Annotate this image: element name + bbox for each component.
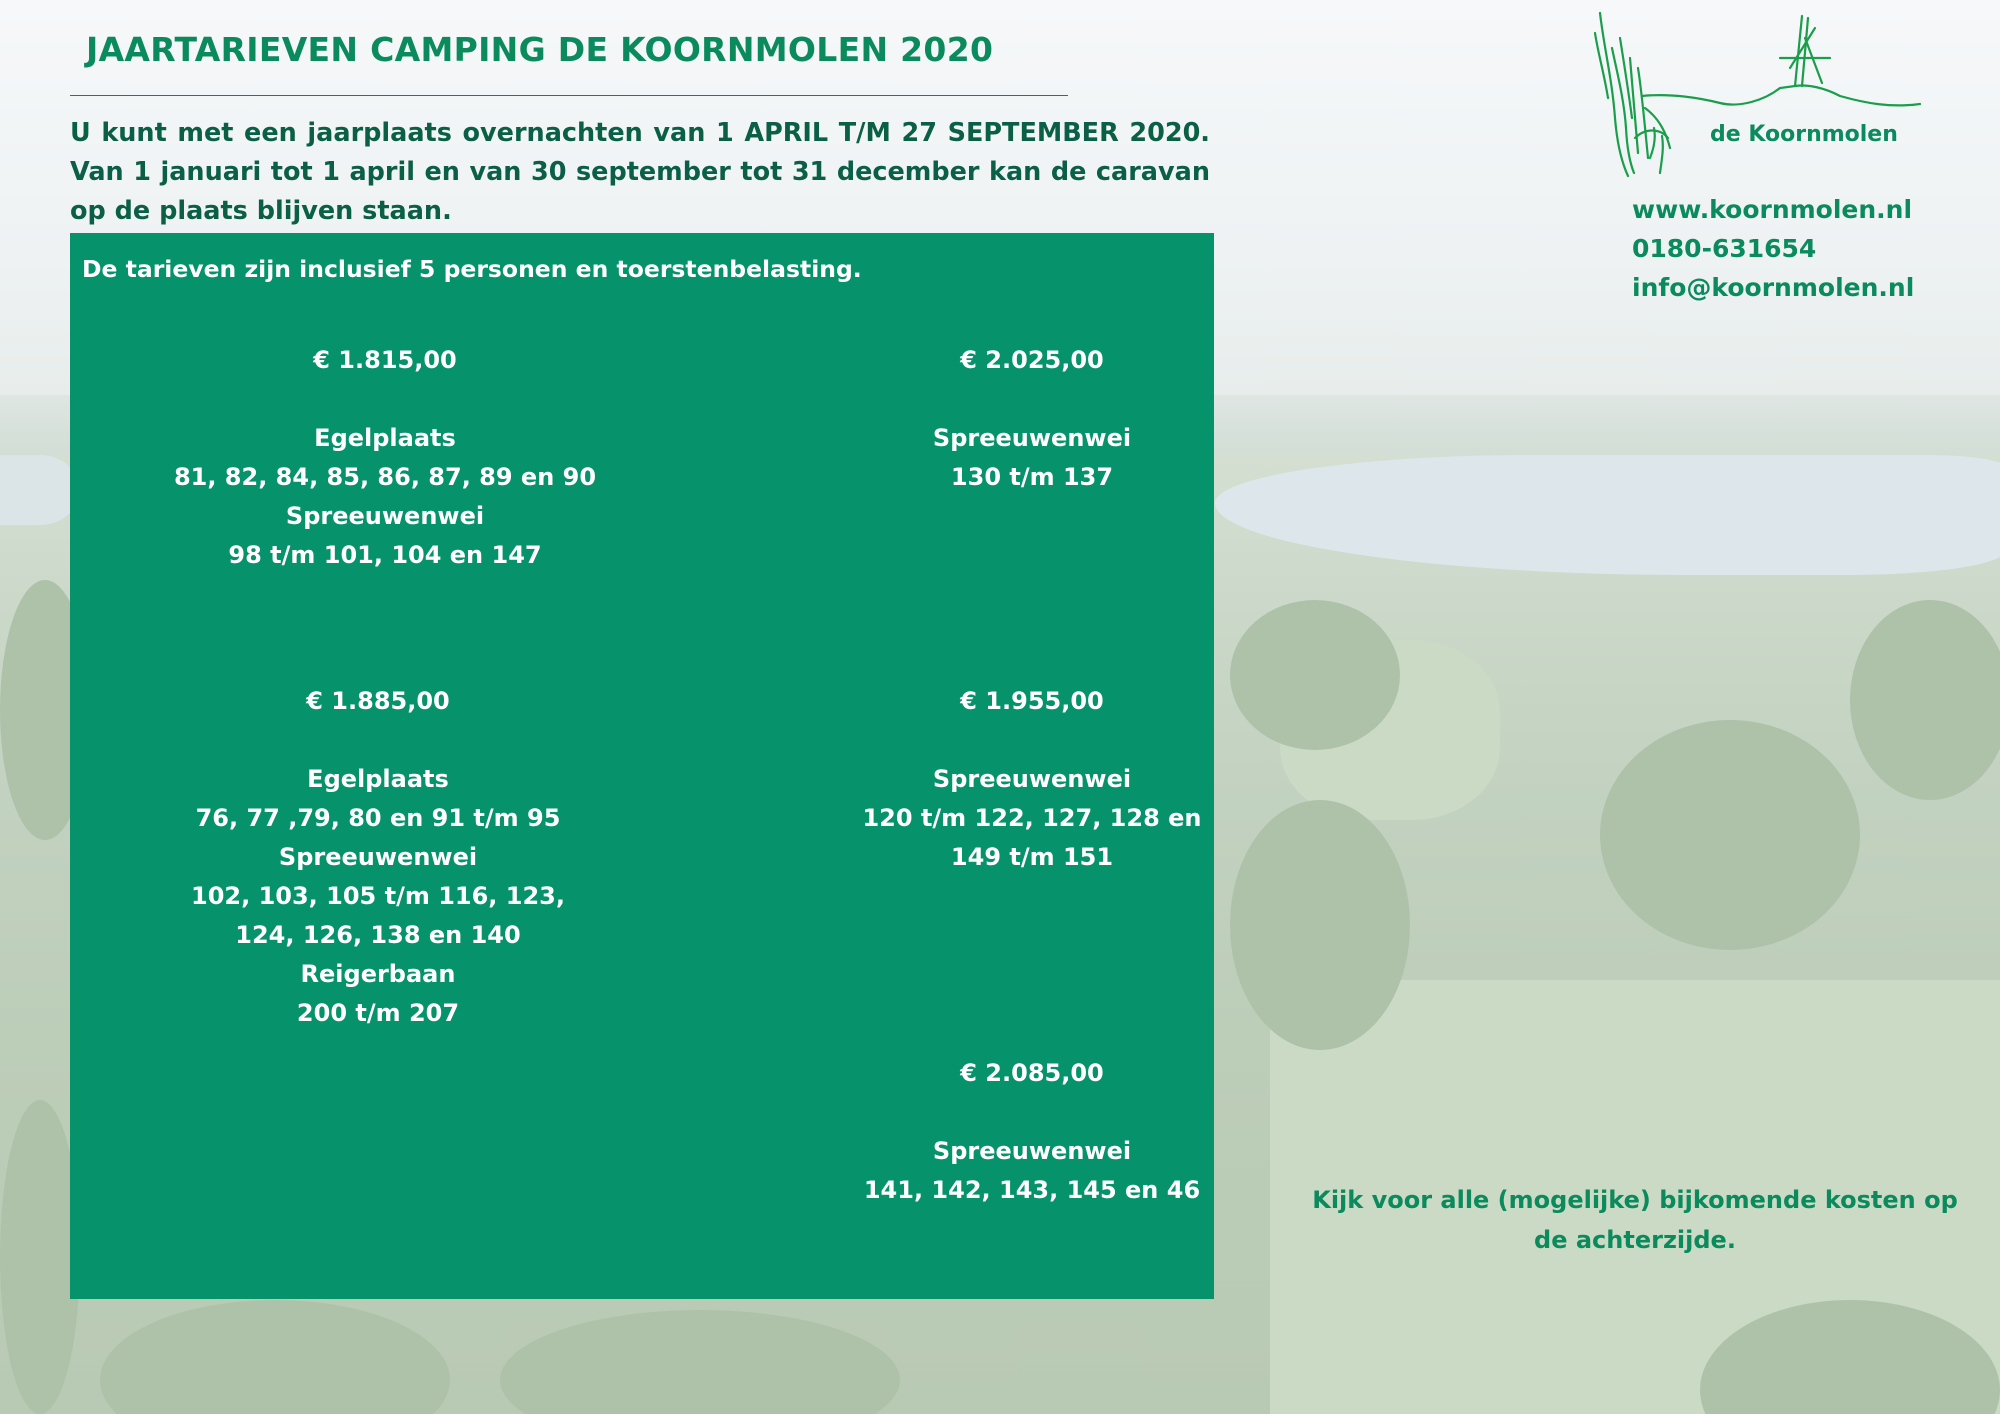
rate-block (772, 1054, 1292, 1210)
title-divider (70, 95, 1068, 96)
rate-price: € 2.025,00 (960, 346, 1104, 374)
rate-line: 124, 126, 138 en 140 (235, 921, 521, 949)
rate-block (118, 682, 638, 1033)
rate-line: 76, 77 ,79, 80 en 91 t/m 95 (195, 804, 561, 832)
rate-line: 141, 142, 143, 145 en 46 (863, 1176, 1201, 1204)
rate-price: € 2.085,00 (960, 1059, 1104, 1087)
rates-note: De tarieven zijn inclusief 5 personen en toerstenbelasting. (82, 255, 862, 283)
phone-number[interactable]: 0180-631654 (1632, 234, 1817, 263)
rate-block (772, 341, 1292, 497)
rate-block (772, 682, 1292, 877)
rate-price: € 1.955,00 (960, 687, 1104, 715)
extra-costs-note: Kijk voor alle (mogelijke) bijkomende kosten op de achterzijde. (1312, 1186, 1958, 1254)
rate-line: 81, 82, 84, 85, 86, 87, 89 en 90 (173, 463, 597, 491)
rate-line: 120 t/m 122, 127, 128 en (862, 804, 1202, 832)
email-link[interactable]: info@koornmolen.nl (1632, 273, 1915, 302)
rate-line: 130 t/m 137 (950, 463, 1114, 491)
contact-block (1632, 190, 1914, 307)
rate-line: Spreeuwenwei (932, 765, 1132, 793)
rate-line: Egelplaats (314, 424, 456, 452)
rate-price: € 1.885,00 (306, 687, 450, 715)
rate-line: Spreeuwenwei (932, 1137, 1132, 1165)
intro-text: U kunt met een jaarplaats overnachten van 1 APRIL T/M 27 SEPTEMBER 2020. Van 1 januari tot 1 april en van 30 september tot 31 december kan de caravan op de plaats blijven staan. (70, 118, 1210, 226)
rate-price: € 1.815,00 (313, 346, 457, 374)
rate-block (125, 341, 645, 575)
logo-name: de Koornmolen (1710, 122, 1898, 147)
rate-line: Spreeuwenwei (285, 502, 485, 530)
rate-line: Spreeuwenwei (278, 843, 478, 871)
website-link[interactable]: www.koornmolen.nl (1632, 195, 1913, 224)
page-title: JAARTARIEVEN CAMPING DE KOORNMOLEN 2020 (86, 30, 994, 69)
rate-line: 98 t/m 101, 104 en 147 (228, 541, 542, 569)
rate-line: Egelplaats (307, 765, 449, 793)
rate-line: Spreeuwenwei (932, 424, 1132, 452)
koornmolen-logo (1590, 8, 1930, 183)
rate-line: 200 t/m 207 (296, 999, 460, 1027)
rates-panel (70, 233, 1214, 1299)
rate-line: Reigerbaan (300, 960, 456, 988)
rate-line: 102, 103, 105 t/m 116, 123, (191, 882, 565, 910)
rate-line: 149 t/m 151 (950, 843, 1114, 871)
